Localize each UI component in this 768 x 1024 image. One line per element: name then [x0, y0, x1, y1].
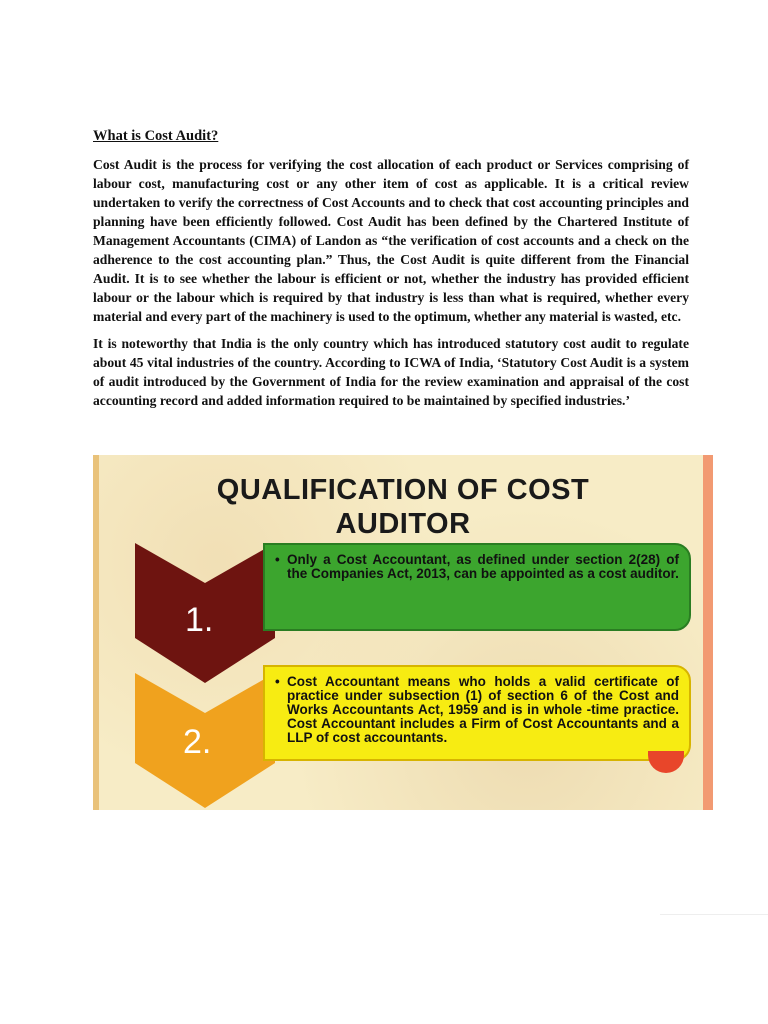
item-2-box [263, 665, 691, 761]
item-1-text: Only a Cost Accountant, as defined under section 2(28) of the Companies Act, 2013, can be appointed as a cost auditor. [287, 552, 679, 581]
item-1-box [263, 543, 691, 631]
qualification-infographic [93, 455, 713, 810]
infographic-left-border [93, 455, 99, 810]
item-1-bullet: • [275, 552, 280, 567]
item-2-bullet: • [275, 674, 280, 689]
document-body [93, 128, 689, 418]
item-2-number: 2. [183, 723, 212, 761]
paragraph-statutory-cost-audit: It is noteworthy that India is the only country which has introduced statutory cost audit to regulate about 45 vital industries of the country. According to ICWA of India, ‘Statutory Cost Audit is a system of audit introduced by the Government of India for the review examination and appraisal of the cost accounting record and added information required to be maintained by specified industries.’ [93, 336, 689, 408]
infographic-title-line-1: QUALIFICATION OF COST [216, 474, 590, 506]
infographic-right-border [703, 455, 713, 810]
item-1-number: 1. [185, 601, 214, 639]
item-2-text: Cost Accountant means who holds a valid certificate of practice under subsection (1) of section 6 of the Cost and Works Accountants Act, 1959 and is in whole -time practice. Cost Accountant includes a Firm of Cost Accountants and a LLP of cost accountants. [287, 674, 679, 745]
accent-dot [648, 751, 684, 773]
document-heading: What is Cost Audit? [93, 128, 219, 144]
infographic-title [123, 473, 683, 541]
infographic-title-line-2: AUDITOR [335, 508, 471, 540]
paragraph-cost-audit-definition: Cost Audit is the process for verifying the cost allocation of each product or Services comprising of labour cost, manufacturing cost or any other item of cost as applicable. It is a critical review undertaken to verify the correctness of Cost Accounts and to check that cost accounting principles and planning have been efficiently followed. Cost Audit has been defined by the Chartered Institute of Management Accountants (CIMA) of Landon as “the verification of cost accounts and a check on the adherence to the cost accounting plan.” Thus, the Cost Audit is quite different from the Financial Audit. It is to see whether the labour is efficient or not, whether the industry has provided efficient labour or the labour which is required by that industry is less than what is required, whether every material and every part of the machinery is used to the optimum, whether any material is wasted, etc. [93, 157, 689, 324]
page-divider [660, 914, 768, 915]
